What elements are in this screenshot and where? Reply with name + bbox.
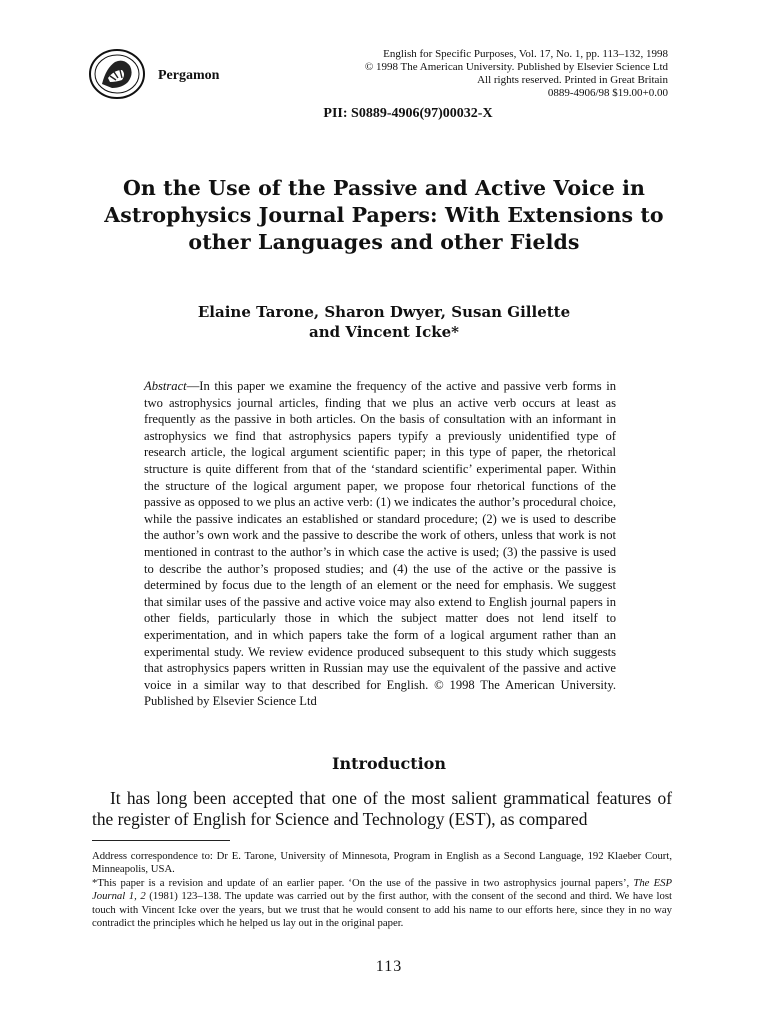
journal-citation [365,48,668,100]
footnote-text: (1981) 123–138. The update was carried out by the first author, with the consent of the second and third. We have lost touch with Vincent Icke over the years, but we trust that he would consent to add his name to our efforts here, since they in no way contradict the principles which he helped us lay out in the original paper. [92,890,672,930]
intro-paragraph: It has long been accepted that one of the most salient grammatical features of the register of English for Science and Technology (EST), as compared [92,788,672,829]
footnote-text: *This paper is a revision and update of an earlier paper. ‘On the use of the passive in two astrophysics journal papers’, [92,876,634,889]
footnote-address: Address correspondence to: Dr E. Tarone, University of Minnesota, Program in English as a Second Language, 192 Klaeber Court, Minneapolis, USA. [92,850,672,876]
elsevier-tree-logo-icon [88,48,146,100]
abstract-label: Abstract [144,379,187,393]
journal-line: English for Specific Purposes, Vol. 17, No. 1, pp. 113–132, 1998 [383,48,668,60]
page-number: 113 [375,958,403,975]
publisher-name: Pergamon [158,68,220,83]
pii-identifier: PII: S0889-4906(97)00032-X [323,106,493,121]
footnote-revision [92,877,672,931]
footnotes [92,850,672,930]
abstract-dash: — [186,379,200,393]
abstract-body: In this paper we examine the frequency of the active and passive verb forms in two astrophysics journal articles, finding that we plus an active verb occurs at least as frequently as the passive in both articles. On the basis of consultation with an informant in astrophysics we find that astrophysics papers typify a previously unidentified type of research article, the logical argument scientific paper; in this type of paper, the rhetorical structure is quite different from that of the ‘standard scientific’ experimental paper. Within the structure of the logical argument paper, we propose four rhetorical functions of the passive as opposed to we plus an active verb: (1) we indicates the author’s procedural choice, while the passive indicates an established or standard procedure; (2) we is used to describe the author’s own work and the passive to describe the work of others, unless that work is not mentioned in contrast to the author’s in which case the active is used; (3) the passive is used to describe the author’s proposed studies; and (4) the use of the active or the passive is determined by focus due to the length of an element or the need for emphasis. We suggest that similar uses of the passive and active voice may also extend to English journal papers in other fields, particularly those in which the subject matter does not lend itself to experimentation, and in which papers take the form of a logical argument rather than an experimental study. We review evidence produced subsequent to this study which suggests that astrophysics papers written in Russian may use the equivalent of the passive and active voice in a similar way to that described for English. © 1998 The American University. Published by Elsevier Science Ltd [144,379,616,709]
authors-line: and Vincent Icke* [309,323,459,341]
journal-line: © 1998 The American University. Published by Elsevier Science Ltd [364,61,668,73]
abstract [144,378,616,710]
footnote-divider [92,840,230,841]
article-authors [110,302,658,342]
section-heading: Introduction [332,754,446,773]
article-title: On the Use of the Passive and Active Voice in Astrophysics Journal Papers: With Extensions to other Languages and other Fields [104,176,664,254]
footnote-journal-name: The ESP Journal 1, 2 [92,876,672,903]
authors-line: Elaine Tarone, Sharon Dwyer, Susan Gillette [197,303,571,321]
journal-line: 0889-4906/98 $19.00+0.00 [547,87,668,99]
journal-line: All rights reserved. Printed in Great Britain [477,74,668,86]
